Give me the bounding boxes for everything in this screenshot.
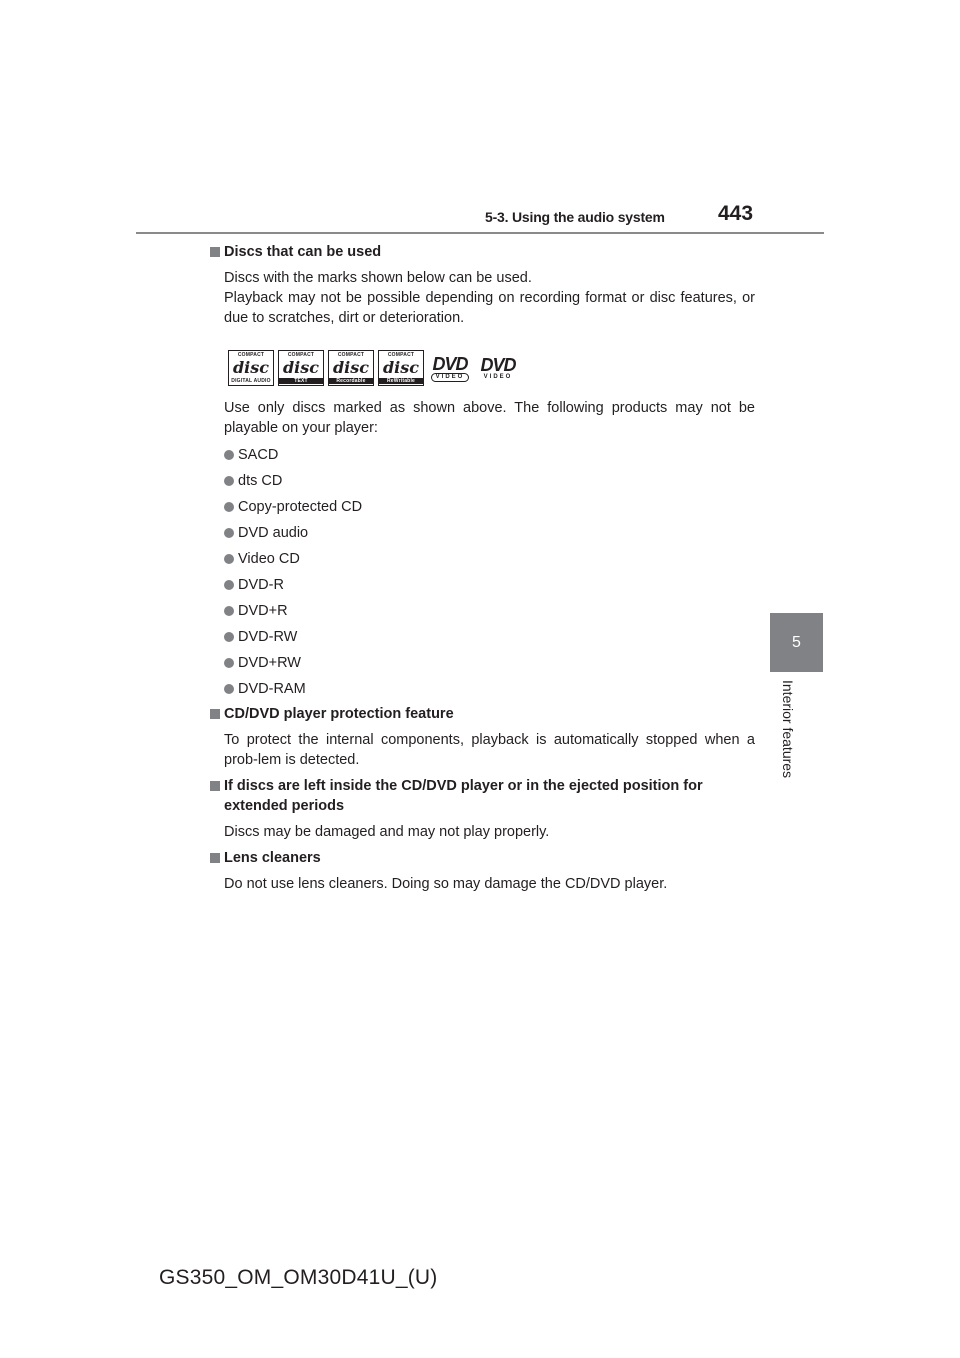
round-bullet-icon [224,632,234,642]
section-heading: Discs that can be used [210,242,755,262]
round-bullet-icon [224,606,234,616]
list-item: DVD-RW [210,624,755,650]
list-item: Video CD [210,546,755,572]
section-lens-cleaners [210,848,755,894]
square-bullet-icon [210,853,220,863]
section-heading: CD/DVD player protection feature [210,704,755,724]
section-protection-feature [210,704,755,770]
square-bullet-icon [210,781,220,791]
dvd-video-logo: DVD VIDEO [480,354,516,380]
chapter-number: 5 [792,633,801,651]
paragraph: To protect the internal components, playback is automatically stopped when a prob-lem is detected. [224,732,755,768]
square-bullet-icon [210,247,220,257]
section-title: 5-3. Using the audio system [485,209,665,225]
paragraph: Use only discs marked as shown above. The following products may not be playable on your player: [224,400,755,436]
section-discs-left-inside [210,776,755,842]
header-divider [136,232,824,234]
round-bullet-icon [224,554,234,564]
list-item: dts CD [210,468,755,494]
round-bullet-icon [224,528,234,538]
document-code: GS350_OM_OM30D41U_(U) [159,1266,438,1289]
section-heading: If discs are left inside the CD/DVD player or in the ejected position for extended periods [210,776,755,816]
list-item: DVD audio [210,520,755,546]
compact-disc-text-logo: COMPACT disc TEXT [278,350,324,386]
compact-disc-logo: COMPACT disc DIGITAL AUDIO [228,350,274,386]
square-bullet-icon [210,709,220,719]
chapter-tab[interactable] [770,613,823,672]
list-item: Copy-protected CD [210,494,755,520]
compact-disc-recordable-logo: COMPACT disc Recordable [328,350,374,386]
round-bullet-icon [224,658,234,668]
chapter-label: Interior features [780,680,796,779]
section-heading: Lens cleaners [210,848,755,868]
paragraph: Do not use lens cleaners. Doing so may damage the CD/DVD player. [224,876,668,892]
round-bullet-icon [224,476,234,486]
paragraph: Discs may be damaged and may not play properly. [224,824,550,840]
page-header [0,0,960,240]
dvd-video-logo: DVD VIDEO [432,353,468,380]
round-bullet-icon [224,450,234,460]
paragraph: Playback may not be possible depending on recording format or disc features, or due to scratches, dirt or deterioration. [224,290,755,326]
page-content [210,242,755,894]
list-item: DVD+R [210,598,755,624]
round-bullet-icon [224,684,234,694]
compact-disc-rewritable-logo: COMPACT disc ReWritable [378,350,424,386]
list-item: DVD+RW [210,650,755,676]
section-discs-usable [210,242,755,702]
list-item: DVD-R [210,572,755,598]
round-bullet-icon [224,502,234,512]
round-bullet-icon [224,580,234,590]
disc-logo-row [210,348,755,388]
page-number: 443 [718,202,754,225]
list-item: DVD-RAM [210,676,755,702]
list-item: SACD [210,442,755,468]
paragraph: Discs with the marks shown below can be used. [224,270,532,286]
